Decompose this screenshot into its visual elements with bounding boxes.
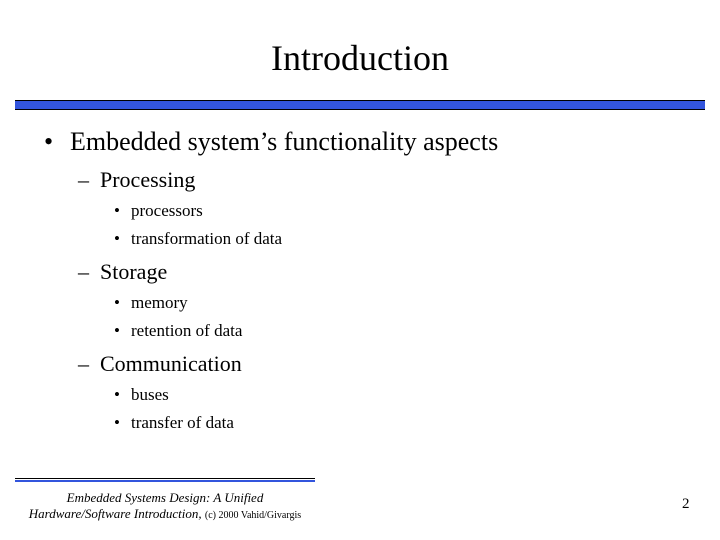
slide-title: Introduction [271,38,449,78]
list-item-text: memory [131,293,188,312]
bullet-marker: • [114,385,120,404]
dash-marker: – [78,167,89,192]
dash-marker: – [78,259,89,284]
bullet-marker: • [114,201,120,220]
bullet-marker: • [114,413,120,432]
list-item-text: transfer of data [131,413,234,432]
bullet-marker: • [44,127,54,156]
section-label: Processing [100,167,196,192]
section-label: Storage [100,259,168,284]
list-item-text: buses [131,385,169,404]
bullet-marker: • [114,321,120,340]
bullet-marker: • [114,293,120,312]
list-item-text: transformation of data [131,229,283,248]
footer-line-2 [15,506,315,524]
footer-divider [15,478,315,482]
dash-marker: – [78,351,89,376]
list-item-text: retention of data [131,321,243,340]
footer-line-1: Embedded Systems Design: A Unified [66,490,264,505]
list-item-text: processors [131,201,203,220]
footer-line-2-text: Hardware/Software Introduction, [28,506,202,521]
title-divider-bar [15,100,705,110]
footer-copyright: (c) 2000 Vahid/Givargis [204,510,302,521]
footer-citation [15,490,315,524]
bullet-marker: • [114,229,120,248]
main-bullet-text: Embedded system’s functionality aspects [70,127,499,156]
section-label: Communication [100,351,242,376]
page-number: 2 [682,496,690,512]
